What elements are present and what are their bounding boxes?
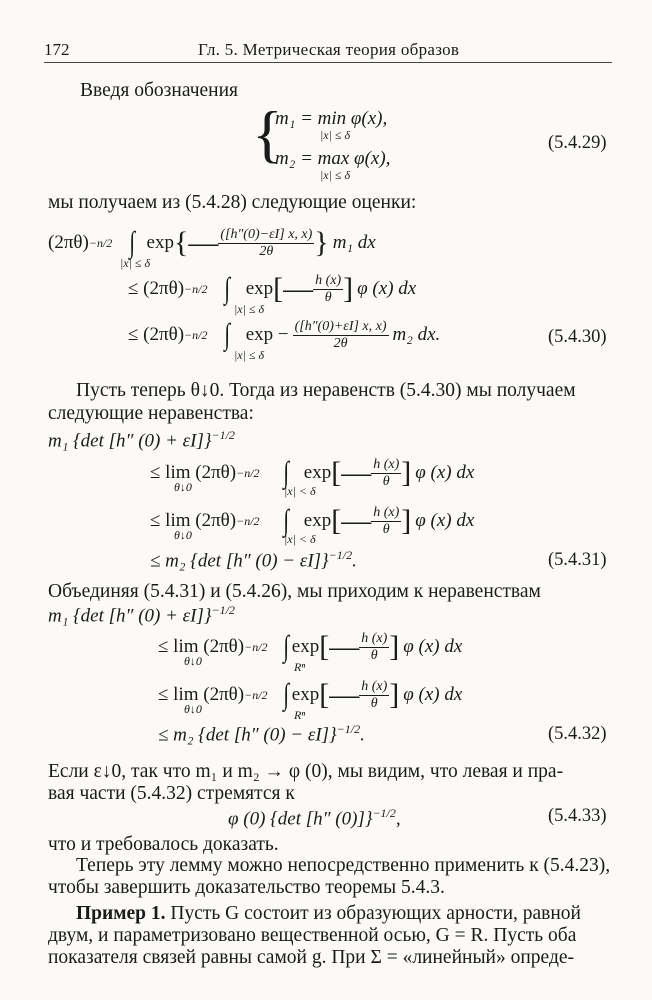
example-line1: Пример 1. Пусть G состоит из образующих арности, равной bbox=[76, 903, 581, 924]
lim-sub: θ↓0 bbox=[174, 528, 192, 542]
lim-sub: θ↓0 bbox=[184, 654, 202, 668]
int-sub: |x| ≤ δ bbox=[234, 348, 265, 362]
equation-label: (5.4.30) bbox=[548, 327, 607, 347]
eq31-line3: ≤ m₂ {det [h″ (0) − εI]}$^{-1/2}$. bbox=[150, 548, 357, 572]
int-sub: |x| ≤ δ bbox=[234, 302, 265, 316]
paragraph: следующие неравенства: bbox=[48, 403, 254, 424]
eq32-line2: ≤ lim (2πθ) −n/2 ∫ exp [— $\frac{h (x)}{\theta}$ ] φ (x) dx bbox=[158, 678, 463, 711]
paragraph: Введя обозначения bbox=[80, 80, 238, 101]
lim-sub: θ↓0 bbox=[174, 480, 192, 494]
equation-label: (5.4.32) bbox=[548, 724, 607, 744]
header-rule bbox=[44, 62, 612, 63]
int-sub: Rⁿ bbox=[294, 708, 306, 722]
eq33: φ (0) {det [h″ (0)]}$^{-1/2}$, bbox=[228, 806, 401, 830]
eq30-line3: ≤ (2πθ) −n/2 ∫ exp − $\frac{([h''(0)+\varepsilon I] x, x)}{2\theta}$ m₂ dx. bbox=[128, 318, 441, 351]
paragraph: Теперь эту лемму можно непосредственно применить к (5.4.23), bbox=[76, 855, 611, 876]
int-sub: Rⁿ bbox=[294, 660, 306, 674]
eq30-line1: (2πθ) −n/2 ∫ exp {— $\frac{([h''(0)-\varepsilon I] x, x)}{2\theta}$ } m₁ dx bbox=[48, 226, 376, 259]
def-m2: m₂ = max φ(x), bbox=[275, 148, 391, 169]
paragraph: чтобы завершить доказательство теоремы 5.4.3. bbox=[48, 877, 445, 898]
page-number: 172 bbox=[44, 40, 70, 59]
eq31-line0: m₁ {det [h″ (0) + εI]}$^{-1/2}$ bbox=[48, 428, 235, 452]
eq30-line2: ≤ (2πθ) −n/2 ∫ exp [— $\frac{h (x)}{\theta}$ ] φ (x) dx bbox=[128, 272, 417, 305]
paragraph: Пусть теперь θ↓0. Тогда из неравенств (5.4.30) мы получаем bbox=[76, 380, 576, 401]
int-sub: |x| < δ bbox=[284, 484, 316, 498]
equation-label: (5.4.29) bbox=[548, 133, 607, 153]
paragraph: двум, и параметризовано вещественной осью, G = R. Пусть оба bbox=[48, 925, 577, 946]
paragraph-formula: m₁ {det [h″ (0) + εI]}$^{-1/2}$ bbox=[48, 603, 235, 627]
paragraph: показателя связей равны самой g. При Σ = «линейный» опреде- bbox=[48, 947, 575, 968]
int-sub: |x| ≤ δ bbox=[120, 256, 151, 270]
equation-label: (5.4.31) bbox=[548, 550, 607, 570]
lim-sub: θ↓0 bbox=[184, 702, 202, 716]
paragraph: вая части (5.4.32) стремятся к bbox=[48, 783, 295, 804]
running-title: Гл. 5. Метрическая теория образов bbox=[198, 40, 460, 59]
example-title: Пример 1. bbox=[76, 903, 166, 924]
paragraph: Если ε↓0, так что m₁ и m₂ → φ (0), мы видим, что левая и пра- bbox=[48, 761, 564, 782]
paragraph: Объединяя (5.4.31) и (5.4.26), мы приходим к неравенствам bbox=[48, 581, 541, 602]
paragraph: что и требовалось доказать. bbox=[48, 834, 279, 855]
eq32-line3: ≤ m₂ {det [h″ (0) − εI]}$^{-1/2}$. bbox=[158, 722, 365, 746]
equation-label: (5.4.33) bbox=[548, 806, 607, 826]
left-brace: { bbox=[252, 98, 283, 169]
def-m2-sub: |x| ≤ δ bbox=[320, 168, 351, 182]
eq32-line1: ≤ lim (2πθ) −n/2 ∫ exp [— $\frac{h (x)}{\theta}$ ] φ (x) dx bbox=[158, 630, 463, 663]
eq31-line2: ≤ lim (2πθ) −n/2 ∫ exp [— $\frac{h (x)}{\theta}$ ] φ (x) dx bbox=[150, 504, 475, 537]
paragraph: мы получаем из (5.4.28) следующие оценки: bbox=[48, 192, 417, 213]
eq31-line1: ≤ lim (2πθ) −n/2 ∫ exp [— $\frac{h (x)}{\theta}$ ] φ (x) dx bbox=[150, 456, 475, 489]
int-sub: |x| < δ bbox=[284, 532, 316, 546]
def-m1: m₁ = min φ(x), bbox=[275, 108, 388, 129]
def-m1-sub: |x| ≤ δ bbox=[320, 128, 351, 142]
